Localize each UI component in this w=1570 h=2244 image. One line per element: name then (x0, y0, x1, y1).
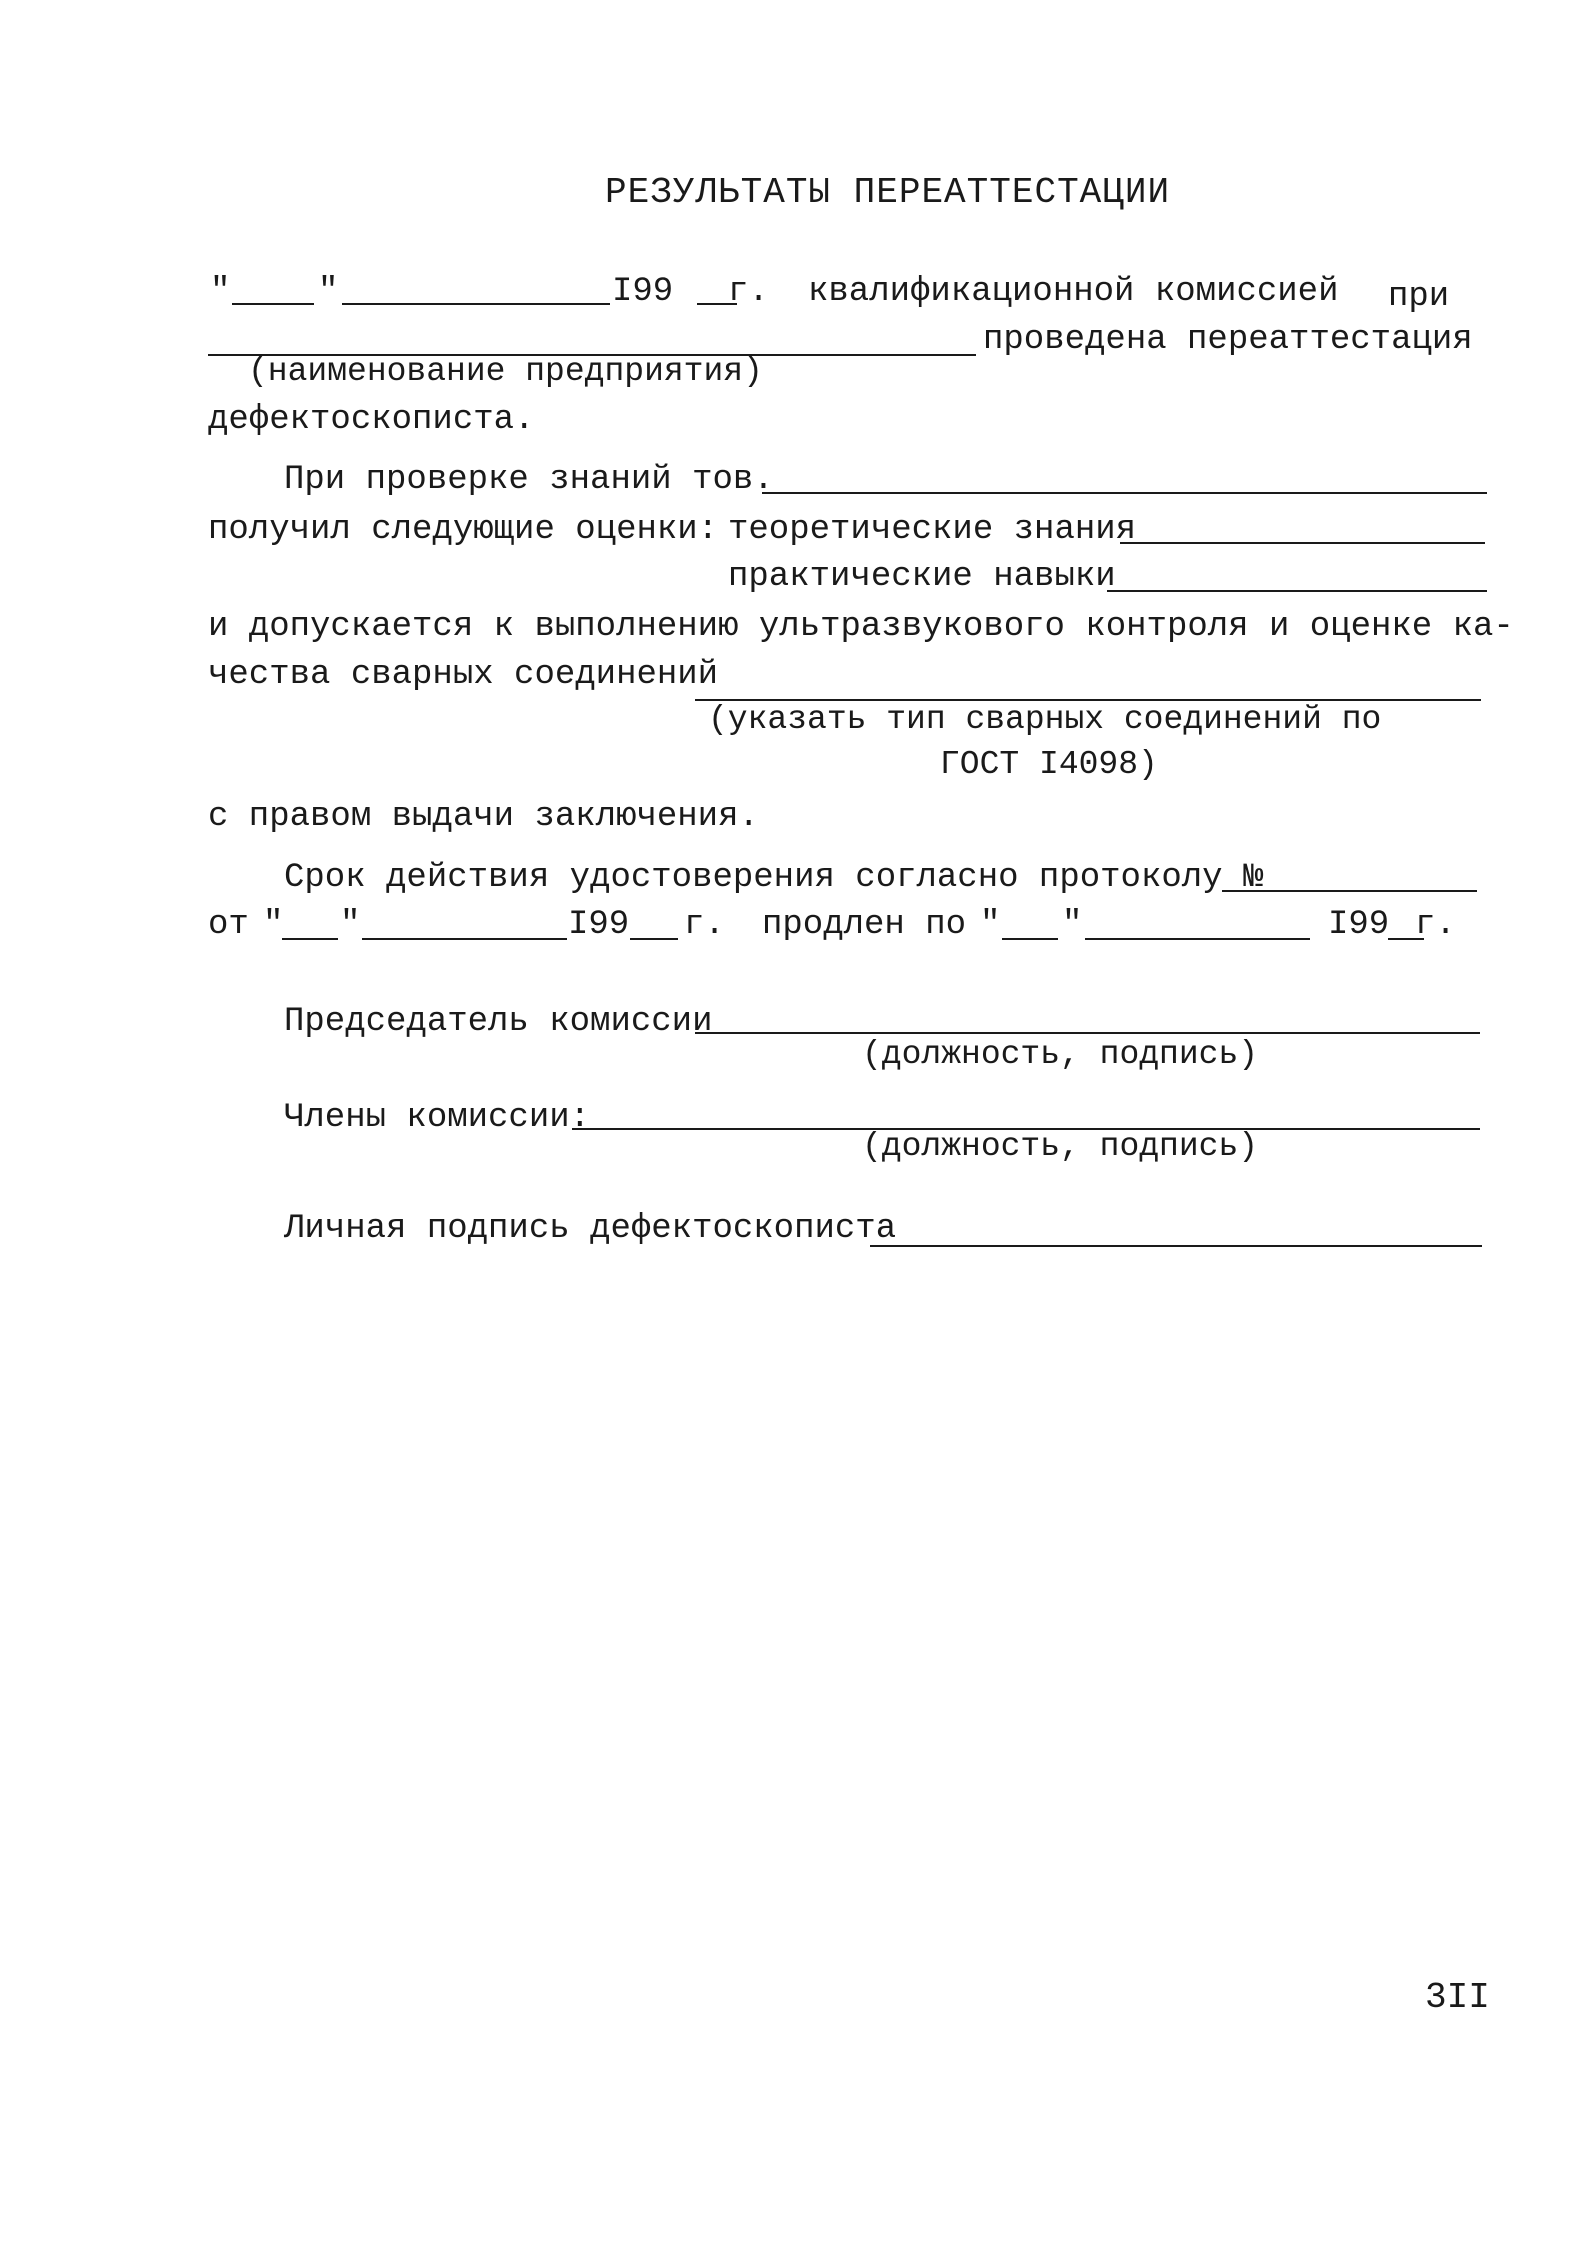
right-issue-text: с правом выдачи заключения. (208, 798, 759, 836)
chairman-signature-blank[interactable] (695, 1032, 1480, 1034)
weld-type-caption-1: (указать тип сварных соединений по (708, 701, 1382, 738)
members-label: Члены комиссии: (284, 1099, 591, 1137)
day-blank[interactable] (232, 303, 314, 305)
from-label: от (208, 906, 249, 944)
from-month-blank[interactable] (362, 938, 567, 940)
year-prefix: I99 (612, 273, 674, 311)
flaw-detector-label: дефектоскописта. (208, 401, 535, 439)
from-year-suffix: г. (684, 906, 725, 944)
quote-4: " (1062, 906, 1083, 944)
validity-text: Срок действия удостоверения согласно протоколу № (284, 859, 1264, 897)
protocol-number-blank[interactable] (1222, 890, 1477, 892)
chairman-label: Председатель комиссии (284, 1003, 713, 1041)
document-title: РЕЗУЛЬТАТЫ ПЕРЕАТТЕСТАЦИИ (605, 172, 1171, 213)
admission-line2: чества сварных соединений (208, 656, 719, 694)
from-year-prefix: I99 (568, 906, 630, 944)
commission-text: квалификационной комиссией (808, 273, 1339, 311)
enterprise-caption: (наименование предприятия) (248, 353, 763, 390)
admission-line1: и допускается к выполнению ультразвукового контроля и оценке ка- (208, 608, 1514, 646)
to-day-blank[interactable] (1002, 938, 1058, 940)
from-year-blank[interactable] (630, 938, 678, 940)
practice-label: практические навыки (728, 558, 1116, 596)
chairman-caption: (должность, подпись) (862, 1036, 1259, 1073)
attestation-text: проведена переаттестация (983, 321, 1473, 359)
theory-grade-blank[interactable] (1120, 542, 1485, 544)
person-name-blank[interactable] (762, 492, 1487, 494)
from-day-blank[interactable] (282, 938, 338, 940)
quote-2: " (340, 906, 361, 944)
theory-label: теоретические знания (728, 511, 1137, 549)
weld-type-caption-2: ГОСТ I4098) (940, 746, 1158, 783)
to-month-blank[interactable] (1085, 938, 1310, 940)
month-blank[interactable] (342, 303, 610, 305)
quote-open: " (210, 273, 231, 311)
year-suffix: г. (728, 273, 769, 311)
personal-signature-label: Личная подпись дефектоскописта (284, 1210, 897, 1248)
practice-grade-blank[interactable] (1107, 590, 1487, 592)
quote-close: " (318, 273, 339, 311)
page-number: 3II (1425, 1977, 1490, 2018)
quote-1: " (263, 906, 284, 944)
extended-label: продлен по (762, 906, 967, 944)
knowledge-intro: При проверке знаний тов. (284, 461, 774, 499)
quote-3: " (980, 906, 1001, 944)
personal-signature-blank[interactable] (870, 1245, 1482, 1247)
members-caption: (должность, подпись) (862, 1128, 1259, 1165)
to-year-suffix: г. (1415, 906, 1456, 944)
line1-end: при (1388, 278, 1450, 316)
grades-received: получил следующие оценки: (208, 511, 719, 549)
to-year-prefix: I99 (1328, 906, 1390, 944)
